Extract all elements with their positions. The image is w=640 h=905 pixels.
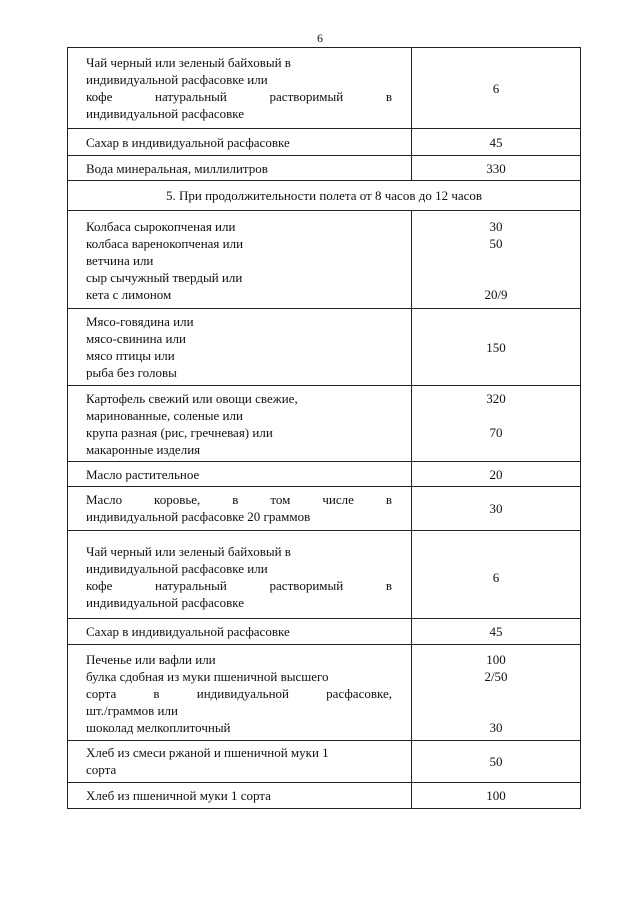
product-name-line: маринованные, соленые или: [86, 408, 243, 423]
quantity-value: [412, 252, 580, 269]
product-name-line: мясо-свинина или: [86, 331, 186, 346]
product-name-cell: [68, 211, 412, 309]
product-name-line: индивидуальной расфасовке или: [86, 561, 268, 576]
norms-table-body: [68, 48, 581, 809]
product-name-line: индивидуальной расфасовке 20 граммов: [86, 509, 311, 524]
quantity-value: 50: [489, 753, 503, 769]
product-name-cell: [68, 487, 412, 531]
quantity-cell: [412, 741, 581, 783]
product-name-line: Вода минеральная, миллилитров: [86, 161, 268, 176]
product-name-cell: [68, 462, 412, 487]
product-name-line: кофе натуральный растворимый в: [86, 578, 392, 593]
product-name-line: Печенье или вафли или: [86, 652, 216, 667]
section-title: 5. При продолжительности полета от 8 часов до 12 часов: [68, 181, 581, 211]
product-name-cell: [68, 386, 412, 462]
table-row: [68, 156, 581, 181]
quantity-cell: [412, 645, 581, 741]
quantity-cell: [412, 309, 581, 386]
product-name-line: кета с лимоном: [86, 287, 172, 302]
product-name-cell: [68, 531, 412, 619]
product-name-cell: [68, 619, 412, 645]
quantity-value: 100: [486, 788, 506, 803]
quantity-cell: [412, 386, 581, 462]
product-name-line: сорта в индивидуальной расфасовке,: [86, 686, 392, 701]
table-row: [68, 211, 581, 309]
quantity-value: [412, 269, 580, 286]
norms-table: [67, 47, 581, 809]
product-name-line: индивидуальной расфасовке: [86, 106, 245, 121]
quantity-value: 150: [486, 339, 506, 355]
quantity-value: 30: [489, 500, 503, 516]
product-name-cell: [68, 783, 412, 809]
product-name-line: мясо птицы или: [86, 348, 175, 363]
product-name-line: Чай черный или зеленый байховый в: [86, 544, 291, 559]
quantity-value: 50: [489, 236, 503, 251]
table-row: [68, 783, 581, 809]
product-name-line: крупа разная (рис, гречневая) или: [86, 425, 273, 440]
section-row: [68, 181, 581, 211]
quantity-cell: [412, 462, 581, 487]
quantity-cell: [412, 783, 581, 809]
product-name-line: Чай черный или зеленый байховый в: [86, 55, 291, 70]
table-row: [68, 386, 581, 462]
quantity-value: 45: [489, 135, 503, 150]
quantity-value: [412, 407, 580, 424]
quantity-value: [412, 685, 580, 702]
quantity-cell: [412, 48, 581, 129]
quantity-cell: [412, 619, 581, 645]
quantity-value: [412, 702, 580, 719]
product-name-line: Колбаса сырокопченая или: [86, 219, 236, 234]
product-name-line: Хлеб из смеси ржаной и пшеничной муки 1: [86, 745, 329, 760]
quantity-value: 20/9: [484, 287, 508, 302]
product-name-cell: [68, 645, 412, 741]
product-name-line: булка сдобная из муки пшеничной высшего: [86, 669, 329, 684]
quantity-value: 70: [489, 425, 503, 440]
table-row: [68, 619, 581, 645]
quantity-value: 30: [489, 720, 503, 735]
quantity-cell: [412, 487, 581, 531]
product-name-line: шт./граммов или: [86, 703, 178, 718]
quantity-value: 6: [492, 80, 500, 96]
quantity-value: 45: [489, 624, 503, 639]
product-name-line: индивидуальной расфасовке: [86, 595, 245, 610]
product-name-line: макаронные изделия: [86, 442, 201, 457]
product-name-cell: [68, 156, 412, 181]
product-name-line: кофе натуральный растворимый в: [86, 89, 392, 104]
quantity-value: 20: [489, 467, 503, 482]
table-row: [68, 462, 581, 487]
product-name-cell: [68, 48, 412, 129]
table-row: [68, 129, 581, 156]
quantity-value: 6: [492, 569, 500, 585]
quantity-value: 320: [486, 391, 506, 406]
product-name-line: Сахар в индивидуальной расфасовке: [86, 135, 290, 150]
product-name-line: Сахар в индивидуальной расфасовке: [86, 624, 290, 639]
table-row: [68, 741, 581, 783]
product-name-line: Картофель свежий или овощи свежие,: [86, 391, 298, 406]
product-name-line: Мясо-говядина или: [86, 314, 194, 329]
product-name-line: сорта: [86, 762, 117, 777]
table-row: [68, 531, 581, 619]
product-name-line: сыр сычужный твердый или: [86, 270, 243, 285]
product-name-cell: [68, 741, 412, 783]
quantity-cell: [412, 129, 581, 156]
product-name-line: Хлеб из пшеничной муки 1 сорта: [86, 788, 271, 803]
quantity-value: [412, 441, 580, 458]
page-number: 6: [317, 31, 323, 45]
table-row: [68, 48, 581, 129]
product-name-line: Масло коровье, в том числе в: [86, 492, 392, 507]
product-name-cell: [68, 309, 412, 386]
product-name-line: колбаса варенокопченая или: [86, 236, 244, 251]
table-row: [68, 309, 581, 386]
product-name-line: Масло растительное: [86, 467, 200, 482]
quantity-value: 2/50: [484, 669, 508, 684]
quantity-value: 100: [486, 652, 506, 667]
product-name-line: индивидуальной расфасовке или: [86, 72, 268, 87]
table-row: [68, 487, 581, 531]
quantity-cell: [412, 156, 581, 181]
table-row: [68, 645, 581, 741]
product-name-line: шоколад мелкоплиточный: [86, 720, 231, 735]
product-name-line: ветчина или: [86, 253, 154, 268]
quantity-cell: [412, 211, 581, 309]
product-name-cell: [68, 129, 412, 156]
product-name-line: рыба без головы: [86, 365, 177, 380]
quantity-value: 30: [489, 219, 503, 234]
quantity-value: 330: [486, 161, 506, 176]
quantity-cell: [412, 531, 581, 619]
